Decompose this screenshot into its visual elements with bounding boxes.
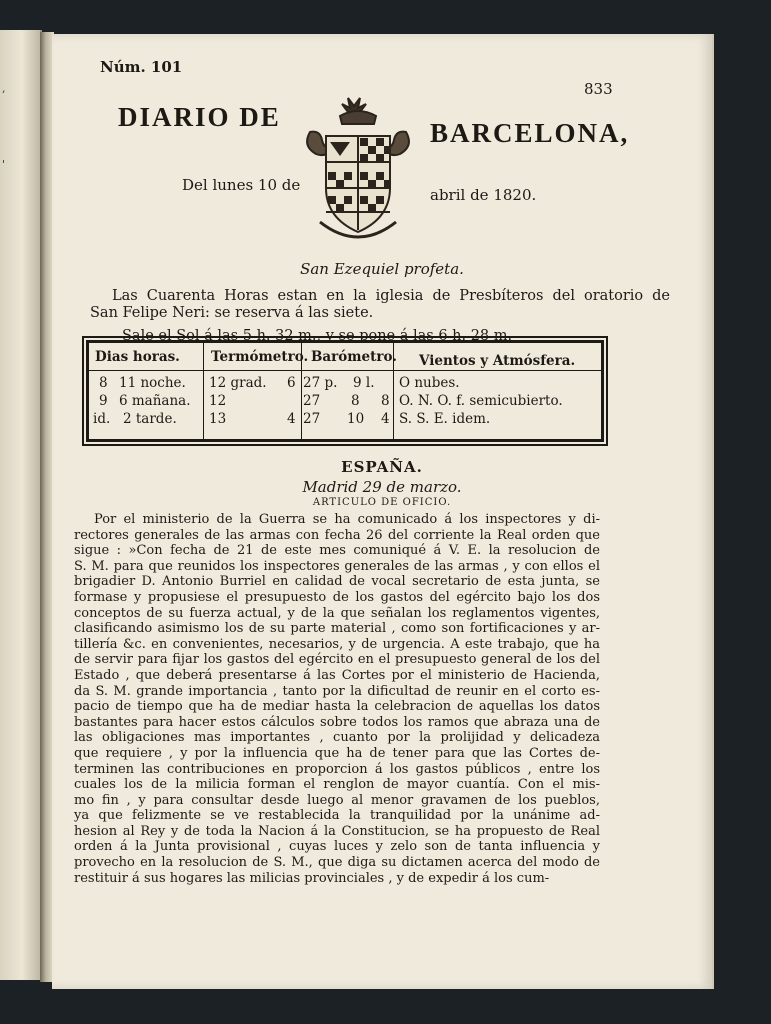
- saint-of-day: San Ezequiel profeta.: [300, 260, 464, 278]
- row-day: 9: [99, 393, 108, 409]
- article-line: restituir á sus hogares las milicias provinciales , y de expedir á los cum-: [74, 870, 550, 886]
- article-line: hesion al Rey y de toda la Nacion á la Constitucion, se ha propuesto de Real: [74, 823, 600, 839]
- article-line: clasificando asimismo los de su parte material , como son fortificaciones y ar-: [74, 621, 600, 637]
- row-temp-sub: 6: [287, 375, 296, 391]
- issue-number: Núm. 101: [100, 58, 183, 76]
- row-wind: O nubes.: [399, 375, 460, 391]
- article-body: [74, 512, 600, 886]
- row-baro-sub: 8: [381, 393, 390, 409]
- article-line: las obligaciones mas importantes , cuanto por la prolijidad y delicadeza: [74, 730, 600, 746]
- dateline: Madrid 29 de marzo.: [302, 478, 462, 496]
- masthead-title-left: DIARIO DE: [118, 102, 281, 132]
- article-line: rectores generales de las armas con fecha 26 del corriente la Real orden que: [74, 527, 600, 543]
- row-baro-sub: 4: [381, 411, 390, 427]
- sunrise-sunset: Sale el Sol á las 5 h. 32 m., y se pone á las 6 h. 28 m.: [122, 328, 513, 344]
- weather-table: [86, 340, 604, 442]
- article-line: S. M. para que reunidos los inspectores generales de las armas , y con ellos el: [74, 558, 600, 574]
- row-temp-sub: 4: [287, 411, 296, 427]
- article-line: formase y propusiese el presupuesto de los gastos del egército bajo los dos: [74, 589, 600, 605]
- row-temp: 12: [209, 393, 227, 409]
- row-day: id.: [93, 411, 111, 427]
- article-line: da S. M. grande importancia , tanto por la dificultad de reunir en el corto es-: [74, 683, 600, 699]
- header-barometer: Barómetro.: [311, 349, 397, 365]
- article-line: de servir para fijar los gastos del egército en el presupuesto general de los del: [74, 652, 600, 668]
- row-baro-lines: 10: [347, 411, 365, 427]
- row-temp: 13: [209, 411, 227, 427]
- header-days-hours: Dias horas.: [95, 349, 180, 365]
- forty-hours-notice: [90, 288, 670, 322]
- article-line: provecho en la resolucion de S. M., que diga su dictamen acerca del modo de: [74, 855, 600, 871]
- article-line: mo fin , y para consultar desde luego al menor gravamen de los pueblos,: [74, 792, 600, 808]
- row-hour: 2 tarde.: [123, 411, 177, 427]
- article-line: ya que felizmente se ve restablecida la tranquilidad por la unánime ad-: [74, 808, 600, 824]
- article-line: que requiere , y por la influencia que ha de tener para que las Cortes de-: [74, 745, 600, 761]
- article-heading: ARTICULO DE OFICIO.: [312, 497, 452, 508]
- article-line: bastantes para hacer estos cálculos sobre todos los ramos que abraza una de: [74, 714, 600, 730]
- row-baro-lines: 9 l.: [353, 375, 375, 391]
- row-wind: S. S. E. idem.: [399, 411, 491, 427]
- notice-line-1: Las Cuarenta Horas estan en la iglesia de Presbíteros del oratorio de: [112, 288, 670, 304]
- article-line: terminen las contribuciones en proporcion á los gastos públicos , entre los: [74, 761, 600, 777]
- row-hour: 11 noche.: [119, 375, 186, 391]
- row-baro-in: 27: [303, 393, 321, 409]
- article-line: orden á la Junta provisional , cuyas luces y zelo son de tanta influencia y: [74, 839, 600, 855]
- row-baro-in: 27: [303, 411, 321, 427]
- date-left: Del lunes 10 de: [182, 176, 301, 194]
- article-line: brigadier D. Antonio Burriel en calidad de vocal secretario de esta junta, se: [74, 574, 600, 590]
- notice-line-2: San Felipe Neri: se reserva á las siete.: [90, 305, 374, 321]
- masthead-title-right: BARCELONA,: [430, 118, 630, 148]
- row-temp: 12 grad.: [209, 375, 267, 391]
- date-right: abril de 1820.: [430, 186, 537, 204]
- row-baro-lines: 8: [351, 393, 360, 409]
- row-wind: O. N. O. f. semicubierto.: [399, 393, 563, 409]
- row-day: 8: [99, 375, 108, 391]
- article-line: tillería &c. en convenientes, necesarios, y de urgencia. A este trabajo, que ha: [74, 636, 600, 652]
- section-heading: ESPAÑA.: [341, 458, 423, 476]
- row-baro-in: 27 p.: [303, 375, 338, 391]
- left-page-edge: , ': [0, 30, 42, 980]
- article-line: conceptos de su fuerza actual, y de la que señalan los reglamentos vigentes,: [74, 605, 600, 621]
- article-line: sigue : »Con fecha de 21 de este mes comuniqué á V. E. la resolucion de: [74, 543, 600, 559]
- coat-of-arms-icon: [300, 92, 416, 248]
- article-line: Estado , que deberá presentarse á las Cortes por el ministerio de Hacienda,: [74, 667, 600, 683]
- article-line: pacio de tiempo que ha de mediar hasta la celebracion de aquellas los datos: [74, 699, 600, 715]
- article-line: Por el ministerio de la Guerra se ha comunicado á los inspectores y di-: [94, 512, 600, 527]
- page-number: 833: [584, 80, 613, 98]
- header-winds: Vientos y Atmósfera.: [419, 353, 576, 369]
- header-thermometer: Termómetro.: [211, 349, 309, 365]
- article-line: cuales los de la milicia forman el renglon de mayor cuantía. Con el mis-: [74, 777, 600, 793]
- row-hour: 6 mañana.: [119, 393, 191, 409]
- newspaper-page: [52, 34, 712, 989]
